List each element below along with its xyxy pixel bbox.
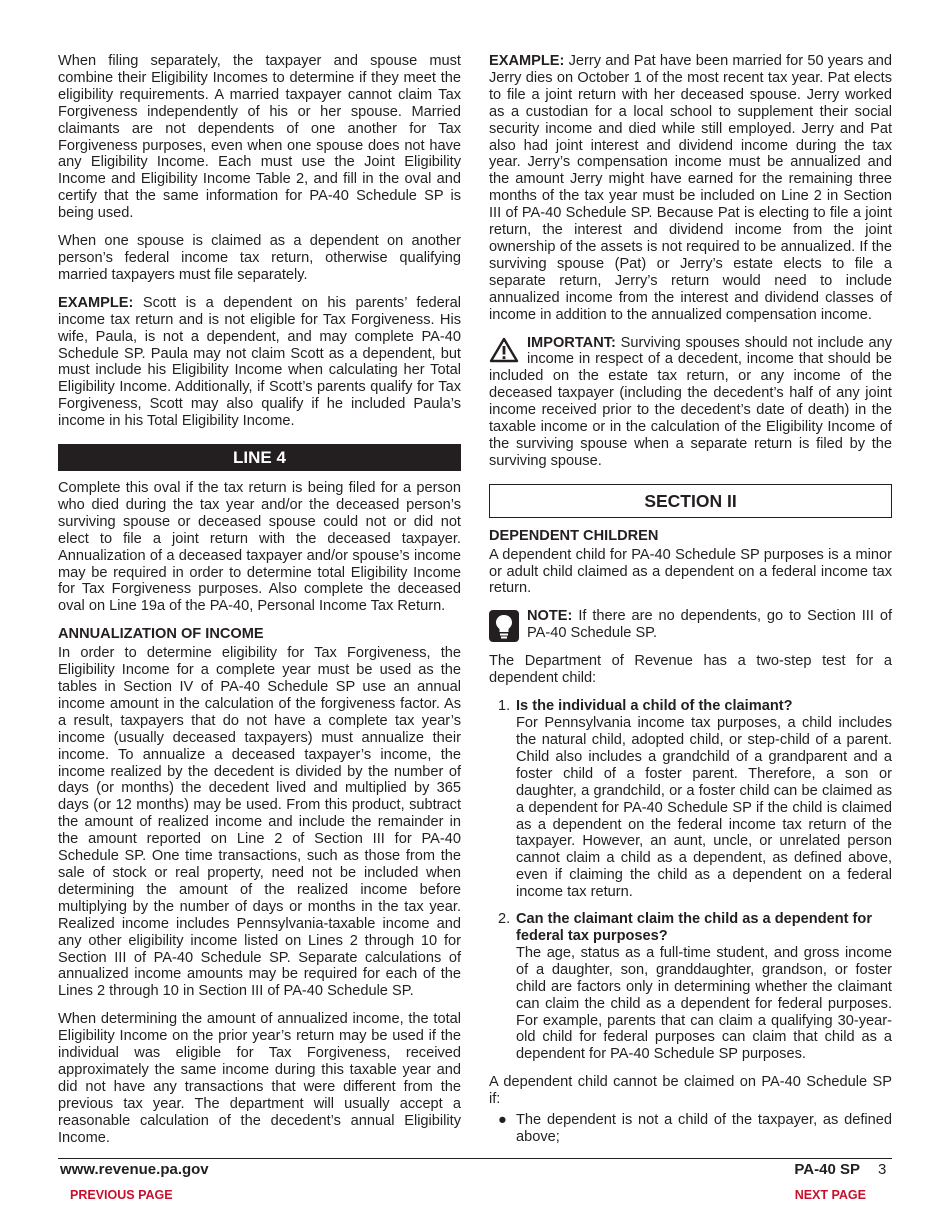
example-text: Jerry and Pat have been married for 50 years and Jerry dies on October 1 of the most recent tax year. Pat elects to file a joint return with her deceased spouse. Jerry worked as a custodian for a local school to supplement their social security income and died while still employed. Jerry and Pat also had joint interest and dividend income during the tax year. Jerry’s compensation income must be annualized and the amount Jerry might have earned for the remaining three months of the tax year must be included on Line 2 in Section III of PA-40 Schedule SP. Because Pat is electing to file a joint return, the interest and dividend income from the joint ownership of the assets is not required to be annualized. If the surviving spouse (Pat) or Jerry’s estate elects to file a separate return, Jerry’s return would need to include annualized income from the interest and dividend classes of income in addition to the annualized compensation income. (489, 53, 892, 323)
dependent-definition-paragraph: A dependent child for PA-40 Schedule SP purposes is a minor or adult child claimed as a dependent on a federal income tax return. (489, 546, 892, 597)
cannot-claim-list (489, 1112, 892, 1146)
scott-example-paragraph (58, 295, 461, 430)
footer-url: www.revenue.pa.gov (60, 1161, 209, 1178)
filing-separately-paragraph: When filing separately, the taxpayer and spouse must combine their Eligibility Incomes to determine if they meet the eligibility requirements. A married taxpayer cannot claim Tax Forgiveness independently of his or her spouse. Married claimants are not dependents of one another for Tax Forgiveness purposes, even when one spouse does not have any Eligibility Income. Each must use the Joint Eligibility Income and Eligibility Income Table 2, and fill in the oval and certify that the same information for PA-40 Schedule SP is being used. (58, 53, 461, 222)
example-text: Scott is a dependent on his parents’ federal income tax return and is not eligible for Tax Forgiveness. His wife, Paula, is not a dependent, and may complete PA-40 Schedule SP. Paula may not claim Scott as a dependent, but must include his Eligibility Income when calculating her Total Eligibility Income. Additionally, if Scott’s parents qualify for Tax Forgiveness, Scott may also qualify if he included Paula’s income in his Total Eligibility Income. (58, 294, 461, 430)
footer-form-name: PA-40 SP (794, 1161, 860, 1178)
step-number: 1. (498, 698, 511, 715)
previous-page-link[interactable]: PREVIOUS PAGE (70, 1188, 173, 1202)
line4-paragraph: Complete this oval if the tax return is being filed for a person who died during the tax year and/or the deceased person’s surviving spouse or deceased spouse could not or did not elect to file a joint return with the deceased taxpayer. Annualization of a deceased taxpayer and/or spouse’s income may be required in order to determine total Eligibility Income for Tax Forgiveness purposes. Also complete the deceased oval on Line 19a of the PA-40, Personal Income Tax Return. (58, 480, 461, 615)
right-column (489, 53, 892, 1146)
dependent-children-heading: DEPENDENT CHILDREN (489, 527, 659, 544)
note-label: NOTE: (527, 608, 573, 625)
important-label: IMPORTANT: (527, 334, 616, 351)
line4-header: LINE 4 (58, 444, 461, 471)
list-item (489, 1112, 892, 1146)
step-number: 2. (498, 911, 511, 928)
footer-page-number: 3 (878, 1161, 887, 1178)
lightbulb-icon (489, 610, 519, 647)
warning-icon (489, 337, 519, 368)
prior-year-paragraph: When determining the amount of annualized income, the total Eligibility Income on the prior year’s return may be used if the individual was eligible for Tax Forgiveness, received approximately the same income during this taxable year and did not have any transactions that were different from the previous tax year. The department will usually accept a reasonable calculation of the decedent’s annual Eligibility Income. (58, 1011, 461, 1146)
bullet-icon: ● (498, 1112, 507, 1129)
list-item (489, 911, 892, 1063)
two-step-list (489, 698, 892, 1063)
annualization-paragraph: In order to determine eligibility for Tax Forgiveness, the Eligibility Income for a complete year must be used as the tables in Section IV of PA-40 Schedule SP use an annual income amount in the calculation of the forgiveness factor. As a result, taxpayers that do not have a complete tax year’s income (usually deceased taxpayers) must annualize their income. To annualize a deceased taxpayer’s income, the income realized by the decedent is divided by the number of days (or months) the decedent lived and multiplied by 365 days (or 12 months) may be used. From this product, subtract the amount of realized income and include the remainder in the amount reported on Line 2 of Section III for PA-40 Schedule SP. One time transactions, such as those from the sale of stock or real property, need not be included when determining the amount of the realized income before multiplying by the number of days or months in the tax year. Realized income includes Pennsylvania-taxable income and any other eligibility income listed on Lines 2 through 10 for Section III of PA-40 Schedule SP. Separate calculations of annualized income amounts may be required for each of the Lines 2 through 10 in Section III of PA-40 Schedule SP. (58, 645, 461, 1000)
annualization-heading: ANNUALIZATION OF INCOME (58, 626, 264, 643)
important-text: Surviving spouses should not include any income in respect of a decedent, income that should be included on the estate tax return, or any income of the deceased taxpayer (including the decedent’s half of any joint income received prior to the decedent’s date of death) in the taxable income or in the calculation of the Eligibility Income of the surviving spouse when a separate return is filed by the surviving spouse. (489, 334, 892, 469)
two-step-paragraph: The Department of Revenue has a two-step test for a dependent child: (489, 653, 892, 687)
left-column (58, 53, 461, 1157)
cannot-claim-paragraph: A dependent child cannot be claimed on PA-40 Schedule SP if: (489, 1074, 892, 1108)
example-label: EXAMPLE: (58, 294, 134, 311)
list-item (489, 698, 892, 901)
next-page-link[interactable]: NEXT PAGE (794, 1188, 866, 1202)
step-text: For Pennsylvania income tax purposes, a child includes the natural child, adopted child, or step-child of a parent. Child also includes a grandchild of a grandparent and a foster child of a foster parent. Therefore, a son or daughter, a grandchild, or a foster child can be claimed as a dependent for PA-40 Schedule SP if the child is claimed as a dependent on the federal income tax return of the taxpayer. However, an aunt, uncle, or unrelated person cannot claim a child as a dependent, as defined above, even if claiming the child as a dependent on a federal income tax return. (516, 715, 892, 901)
note-text: If there are no dependents, go to Section III of PA-40 Schedule SP. (527, 608, 892, 642)
example-label: EXAMPLE: (489, 53, 565, 69)
section2-header: SECTION II (489, 484, 892, 518)
important-paragraph (489, 335, 892, 470)
footer-divider (58, 1158, 892, 1159)
dependent-spouse-paragraph: When one spouse is claimed as a dependent on another person’s federal income tax return, otherwise qualifying married taxpayers must file separately. (58, 233, 461, 283)
note-paragraph (489, 608, 892, 642)
bullet-text: The dependent is not a child of the taxpayer, as defined above; (516, 1112, 892, 1145)
step-question: Is the individual a child of the claimant? (516, 698, 793, 715)
step-question: Can the claimant claim the child as a dependent for federal tax purposes? (516, 911, 873, 944)
step-text: The age, status as a full-time student, and gross income of a daughter, son, granddaughter, grandson, or foster child are factors only in determining whether the claimant can claim the child as a dependent for federal purposes. For example, parents that can claim a qualifying 30-year-old child for federal purposes can claim that child as a dependent for PA-40 Schedule SP purposes. (516, 944, 892, 1063)
jerry-pat-example-paragraph (489, 53, 892, 324)
